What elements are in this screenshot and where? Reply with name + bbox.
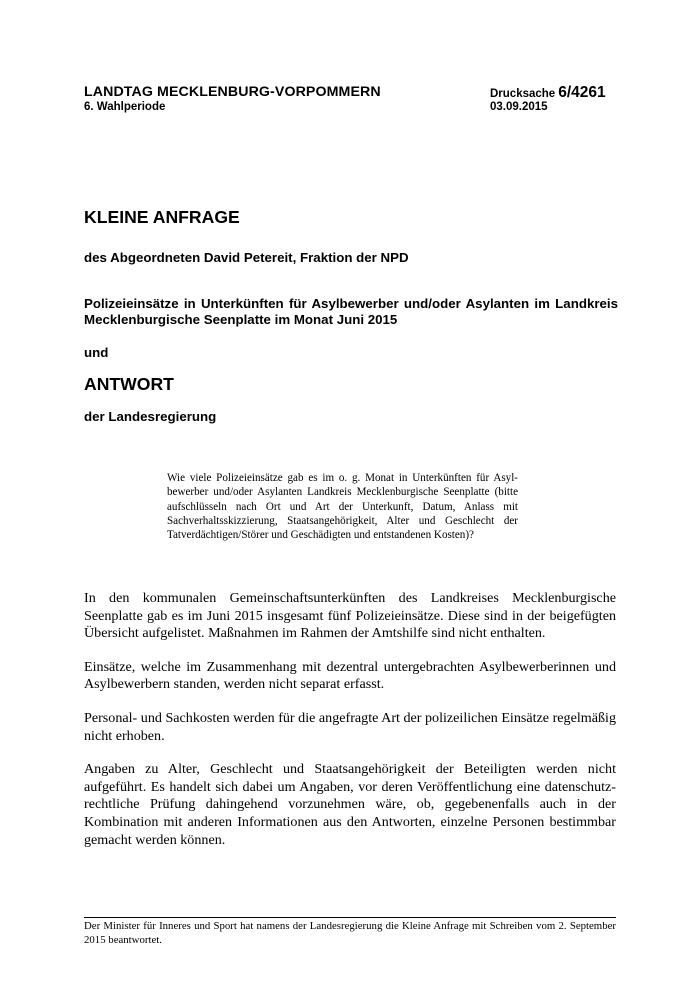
answer-paragraph: Einsätze, welche im Zusammenhang mit dezentral untergebrachten Asylbewerberinnen und Asylbewerbern standen, werden nicht separat erfasst. — [84, 658, 616, 693]
parliament-name: LANDTAG MECKLENBURG-VORPOMMERN — [84, 84, 381, 100]
answer-body — [84, 590, 616, 865]
subject-title: Polizeieinsätze in Unterkünften für Asylbewerber und/oder Asylanten im Landkreis Mecklenburgische Seenplatte im Monat Juni 2015 — [84, 296, 618, 327]
footnote-divider — [84, 917, 616, 918]
answer-heading: ANTWORT — [84, 374, 174, 394]
election-period: 6. Wahlperiode — [84, 101, 166, 113]
answer-paragraph: Personal- und Sachkosten werden für die angefragte Art der polizeilichen Einsätze regelmäßig nicht erhoben. — [84, 709, 616, 744]
drucksache — [490, 84, 606, 102]
document-date: 03.09.2015 — [490, 101, 548, 113]
connector-und: und — [84, 345, 109, 360]
answer-paragraph: Angaben zu Alter, Geschlecht und Staatsangehörigkeit der Beteiligten werden nicht aufgeführt. Es handelt sich dabei um Angaben, vor deren Veröffentlichung eine datenschutzrechtliche Prüfung dahingehend vorzunehmen wäre, ob, gegebenenfalls auch in der Kombination mit anderen Informationen aus den Antworten, einzelne Personen bestimmbar gemacht werden können. — [84, 761, 616, 848]
drucksache-label: Drucksache — [490, 88, 556, 100]
question-text: Wie viele Polizeieinsätze gab es im o. g. Monat in Unterkünften für Asylbewerber und/oder Asylanten Landkreis Mecklenburgische Seenplatte (bitte aufschlüsseln nach Ort und Art der Unterkunft, Datum, Anlass mit Sachverhaltsskizzierung, Staatsangehörigkeit, Alter und Geschlecht der Tatverdächtigen/Störer und Geschädigten und entstandenen Kosten)? — [167, 472, 518, 542]
document-type-heading: KLEINE ANFRAGE — [84, 207, 240, 227]
drucksache-number: 6/4261 — [558, 84, 606, 101]
footnote: Der Minister für Inneres und Sport hat namens der Landesregierung die Kleine Anfrage mit Schreiben vom 2. September 2015 beantwortet. — [84, 920, 616, 946]
asker-line: des Abgeordneten David Petereit, Fraktion der NPD — [84, 250, 409, 265]
answerer-line: der Landesregierung — [84, 409, 217, 424]
answer-paragraph: In den kommunalen Gemeinschaftsunterkünften des Landkreises Mecklenburgische Seenplatte gab es im Juni 2015 insgesamt fünf Polizeieinsätze. Diese sind in der beigefügten Übersicht aufgelistet. Maßnahmen im Rahmen der Amtshilfe sind nicht enthalten. — [84, 590, 616, 642]
